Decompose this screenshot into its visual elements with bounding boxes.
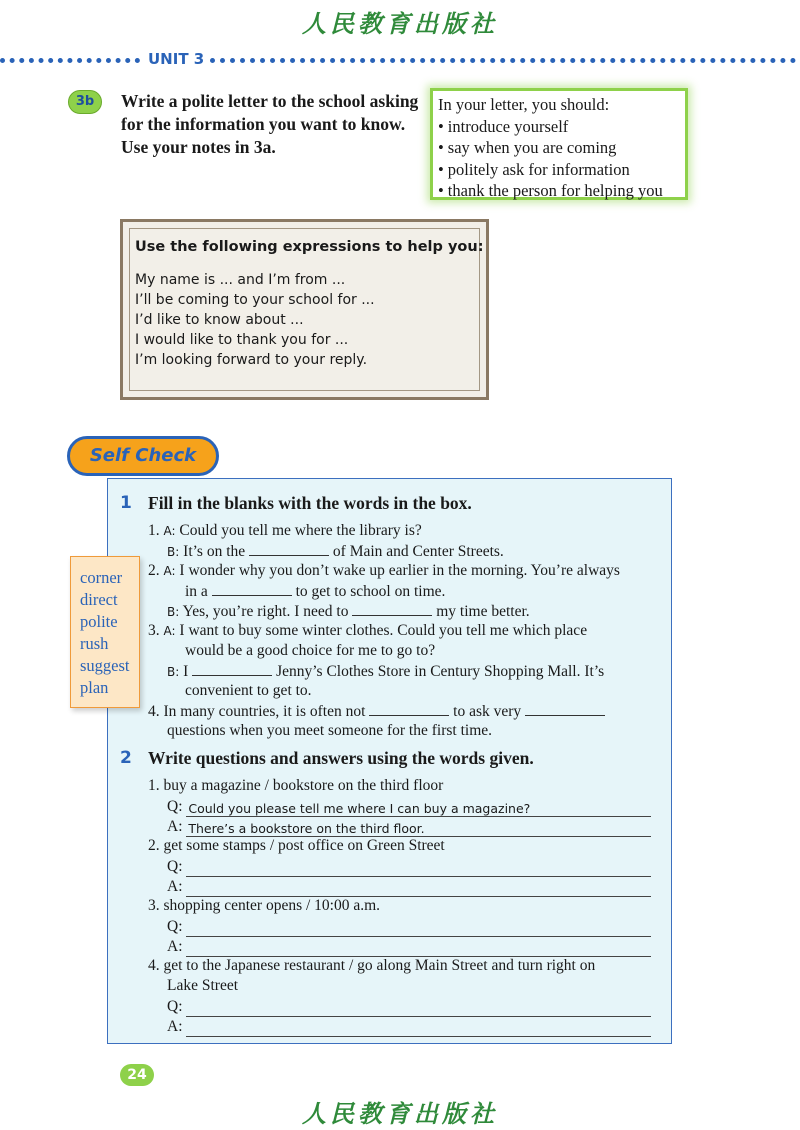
expressions-title: Use the following expressions to help you: bbox=[135, 239, 484, 255]
q1-line-a bbox=[148, 521, 422, 541]
tips-title: In your letter, you should: bbox=[438, 95, 610, 114]
s2-item-prompt bbox=[148, 896, 380, 916]
question-answer-line[interactable] bbox=[186, 861, 651, 877]
q-label: Q: bbox=[167, 798, 183, 815]
prompt-text: get some stamps / post office on Green Street bbox=[163, 837, 445, 854]
fill-blank[interactable] bbox=[369, 701, 449, 716]
item-number: 2. bbox=[148, 837, 160, 854]
expressions-box bbox=[120, 219, 489, 400]
fill-blank[interactable] bbox=[192, 661, 272, 676]
q2-line-a-cont bbox=[185, 581, 445, 602]
tip-item: • politely ask for information bbox=[438, 159, 685, 181]
prompt-text: buy a magazine / bookstore on the third floor bbox=[163, 777, 444, 794]
fill-blank[interactable] bbox=[249, 541, 329, 556]
word-item: direct bbox=[80, 590, 118, 609]
s2-a-row bbox=[167, 817, 651, 837]
answer-line[interactable]: There’s a bookstore on the third floor. bbox=[186, 821, 651, 837]
a-label: A: bbox=[167, 1018, 183, 1035]
publisher-logo-bottom: 人民教育出版社 bbox=[302, 1099, 498, 1128]
header-dotted-rule-right bbox=[210, 58, 796, 63]
q4-line bbox=[148, 701, 605, 722]
a-label: A: bbox=[167, 818, 183, 835]
item-number: 3. bbox=[148, 622, 160, 639]
q3-b-text-2: Jenny’s Clothes Store in Century Shopping Mall. It’s bbox=[276, 663, 605, 680]
answer-line[interactable] bbox=[186, 1021, 651, 1037]
q2-a-text: I wonder why you don’t wake up earlier in the morning. You’re always bbox=[179, 562, 620, 579]
q-label: Q: bbox=[167, 918, 183, 935]
q3-line-a-cont: would be a good choice for me to go to? bbox=[185, 642, 436, 659]
a-label: A: bbox=[167, 938, 183, 955]
question-answer-line[interactable] bbox=[186, 1001, 651, 1017]
q4-text-1: In many countries, it is often not bbox=[163, 703, 366, 720]
q2-line-b bbox=[167, 601, 530, 622]
tips-list bbox=[438, 116, 685, 202]
q4-text-2: to ask very bbox=[453, 703, 522, 720]
word-item: polite bbox=[80, 612, 118, 631]
tip-item: • introduce yourself bbox=[438, 116, 685, 138]
word-item: suggest bbox=[80, 656, 130, 675]
q4-line-cont: questions when you meet someone for the first time. bbox=[167, 722, 493, 739]
speaker-b: B: bbox=[167, 545, 180, 559]
expression-item: I’ll be coming to your school for ... bbox=[135, 292, 375, 308]
s2-a-row bbox=[167, 937, 651, 957]
item-number: 3. bbox=[148, 897, 160, 914]
tip-item: • say when you are coming bbox=[438, 137, 685, 159]
self-check-badge: Self Check bbox=[67, 436, 219, 476]
s2-a-row bbox=[167, 877, 651, 897]
task-badge-3b: 3b bbox=[68, 90, 102, 114]
s2-item-prompt bbox=[148, 836, 445, 856]
speaker-a: A: bbox=[163, 624, 176, 638]
q3-line-b-cont: convenient to get to. bbox=[185, 682, 312, 699]
answer-line[interactable] bbox=[186, 881, 651, 897]
expression-item: I’d like to know about ... bbox=[135, 312, 304, 328]
q3-b-text-1: I bbox=[183, 663, 189, 680]
expressions-list bbox=[135, 270, 375, 370]
item-number: 4. bbox=[148, 703, 160, 720]
unit-label: UNIT 3 bbox=[142, 50, 210, 68]
s2-a-row bbox=[167, 1017, 651, 1037]
section-1-number: 1 bbox=[120, 493, 132, 513]
header-dotted-rule-left bbox=[0, 58, 140, 63]
section-2-title: Write questions and answers using the words given. bbox=[148, 748, 534, 768]
q-label: Q: bbox=[167, 998, 183, 1015]
question-answer-line[interactable]: Could you please tell me where I can buy a magazine? bbox=[186, 801, 651, 817]
s2-item-prompt-cont: Lake Street bbox=[167, 977, 239, 994]
task-3b-instruction: Write a polite letter to the school asking for the information you want to know. Use your notes in 3a. bbox=[121, 91, 419, 157]
q3-line-a bbox=[148, 621, 587, 641]
expression-item: My name is ... and I’m from ... bbox=[135, 272, 346, 288]
q1-b-text-2: of Main and Center Streets. bbox=[332, 543, 504, 560]
speaker-b: B: bbox=[167, 605, 180, 619]
s2-q-row bbox=[167, 797, 651, 817]
prompt-text: get to the Japanese restaurant / go along Main Street and turn right on bbox=[163, 957, 596, 974]
item-number: 2. bbox=[148, 562, 160, 579]
q2-line-a bbox=[148, 561, 620, 581]
s2-q-row bbox=[167, 997, 651, 1017]
fill-blank[interactable] bbox=[352, 601, 432, 616]
a-label: A: bbox=[167, 878, 183, 895]
q2-b-text-2: my time better. bbox=[436, 603, 530, 620]
question-answer-line[interactable] bbox=[186, 921, 651, 937]
tip-item: • thank the person for helping you bbox=[438, 180, 685, 202]
q1-line-b bbox=[167, 541, 504, 562]
speaker-a: A: bbox=[163, 524, 176, 538]
fill-blank[interactable] bbox=[525, 701, 605, 716]
item-number: 4. bbox=[148, 957, 160, 974]
expression-item: I would like to thank you for ... bbox=[135, 332, 349, 348]
letter-tips-box bbox=[430, 88, 688, 200]
word-item: plan bbox=[80, 678, 109, 697]
section-2-number: 2 bbox=[120, 748, 132, 768]
answer-line[interactable] bbox=[186, 941, 651, 957]
prompt-text: shopping center opens / 10:00 a.m. bbox=[163, 897, 381, 914]
speaker-b: B: bbox=[167, 665, 180, 679]
s2-item-prompt bbox=[148, 776, 443, 796]
q2-a-cont-2: to get to school on time. bbox=[295, 583, 446, 600]
s2-item-prompt bbox=[148, 956, 595, 976]
word-box bbox=[70, 556, 140, 708]
q3-a-text: I want to buy some winter clothes. Could you tell me which place bbox=[179, 622, 588, 639]
item-number: 1. bbox=[148, 777, 160, 794]
q1-b-text-1: It’s on the bbox=[183, 543, 246, 560]
s2-q-row bbox=[167, 857, 651, 877]
speaker-a: A: bbox=[163, 564, 176, 578]
q1-a-text: Could you tell me where the library is? bbox=[179, 522, 422, 539]
word-item: corner bbox=[80, 568, 123, 587]
q3-line-b bbox=[167, 661, 604, 682]
q2-b-text-1: Yes, you’re right. I need to bbox=[182, 603, 349, 620]
s2-q-row bbox=[167, 917, 651, 937]
q-label: Q: bbox=[167, 858, 183, 875]
fill-blank[interactable] bbox=[212, 581, 292, 596]
section-1-title: Fill in the blanks with the words in the box. bbox=[148, 493, 472, 513]
q2-a-cont-1: in a bbox=[185, 583, 208, 600]
expression-item: I’m looking forward to your reply. bbox=[135, 352, 368, 368]
page-number: 24 bbox=[120, 1064, 154, 1086]
item-number: 1. bbox=[148, 522, 160, 539]
word-item: rush bbox=[80, 634, 109, 653]
publisher-logo-top: 人民教育出版社 bbox=[302, 9, 498, 38]
